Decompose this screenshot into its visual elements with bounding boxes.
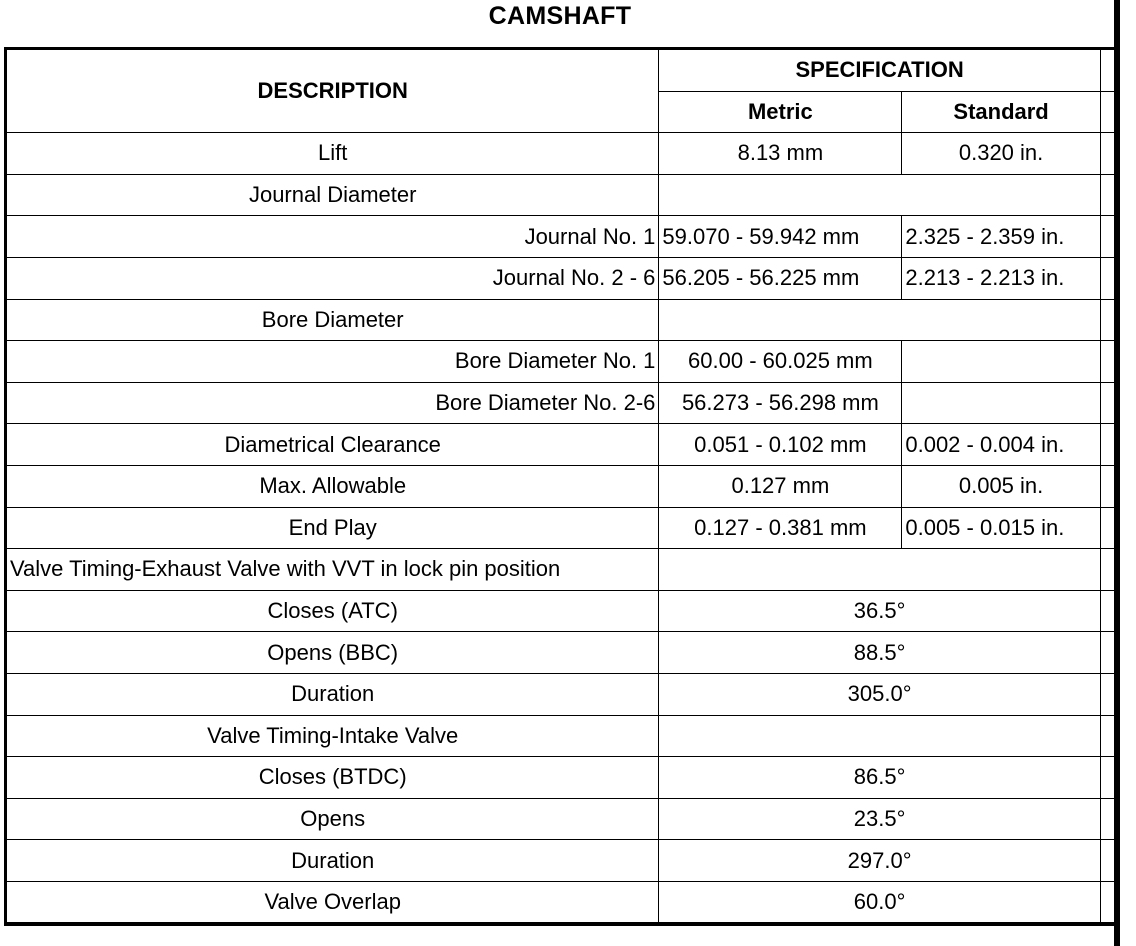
row-value: 297.0°	[659, 840, 1100, 882]
pad-cell	[1100, 798, 1116, 840]
row-standard: 0.005 in.	[902, 465, 1100, 507]
row-value: 305.0°	[659, 673, 1100, 715]
row-description: Valve Overlap	[7, 881, 659, 923]
row-metric: 56.205 - 56.225 mm	[659, 257, 902, 299]
header-standard: Standard	[902, 91, 1100, 133]
row-metric: 60.00 - 60.025 mm	[659, 341, 902, 383]
row-description: Diametrical Clearance	[7, 424, 659, 466]
row-value: 23.5°	[659, 798, 1100, 840]
row-metric: 59.070 - 59.942 mm	[659, 216, 902, 258]
row-description: Bore Diameter No. 2-6	[7, 382, 659, 424]
table-row	[7, 257, 1117, 299]
row-description: Bore Diameter No. 1	[7, 341, 659, 383]
row-description: Valve Timing-Intake Valve	[7, 715, 659, 757]
row-description: Journal No. 2 - 6	[7, 257, 659, 299]
table-row	[7, 133, 1117, 175]
header-specification: SPECIFICATION	[659, 50, 1100, 91]
pad-cell	[1100, 424, 1116, 466]
row-description: Duration	[7, 840, 659, 882]
row-standard: 0.320 in.	[902, 133, 1100, 175]
row-description: Duration	[7, 673, 659, 715]
pad-cell	[1100, 590, 1116, 632]
row-description: Journal Diameter	[7, 174, 659, 216]
row-metric: 56.273 - 56.298 mm	[659, 382, 902, 424]
row-standard: 0.002 - 0.004 in.	[902, 424, 1100, 466]
row-description: Journal No. 1	[7, 216, 659, 258]
table-row	[7, 798, 1117, 840]
row-description: End Play	[7, 507, 659, 549]
pad-cell	[1100, 881, 1116, 923]
header-row-1	[7, 50, 1117, 91]
row-metric: 0.051 - 0.102 mm	[659, 424, 902, 466]
table-row	[7, 216, 1117, 258]
row-metric: 0.127 - 0.381 mm	[659, 507, 902, 549]
pad-cell	[1100, 507, 1116, 549]
pad-cell	[1100, 757, 1116, 799]
row-description: Closes (BTDC)	[7, 757, 659, 799]
pad-cell	[1100, 382, 1116, 424]
table-row	[7, 341, 1117, 383]
row-standard	[902, 382, 1100, 424]
row-value: 60.0°	[659, 881, 1100, 923]
table-row	[7, 174, 1117, 216]
table-row	[7, 757, 1117, 799]
table-row	[7, 424, 1117, 466]
row-standard: 0.005 - 0.015 in.	[902, 507, 1100, 549]
row-description: Valve Timing-Exhaust Valve with VVT in lock pin position	[7, 549, 659, 591]
page-title: CAMSHAFT	[488, 2, 632, 30]
pad-cell	[1100, 715, 1116, 757]
row-description: Closes (ATC)	[7, 590, 659, 632]
table-row	[7, 465, 1117, 507]
pad-cell	[1100, 299, 1116, 341]
row-value-empty	[659, 299, 1100, 341]
pad-cell	[1100, 91, 1116, 133]
row-standard	[902, 341, 1100, 383]
table-row	[7, 715, 1117, 757]
pad-cell	[1100, 216, 1116, 258]
row-description: Lift	[7, 133, 659, 175]
pad-cell	[1100, 549, 1116, 591]
table-row	[7, 549, 1117, 591]
pad-cell	[1100, 840, 1116, 882]
row-value	[659, 715, 1100, 757]
pad-cell	[1100, 341, 1116, 383]
table-row	[7, 590, 1117, 632]
pad-cell	[1100, 257, 1116, 299]
spec-table-frame	[4, 47, 1114, 926]
header-description: DESCRIPTION	[7, 50, 659, 133]
row-value-empty	[659, 174, 1100, 216]
table-row	[7, 299, 1117, 341]
pad-cell	[1100, 50, 1116, 91]
row-standard: 2.213 - 2.213 in.	[902, 257, 1100, 299]
row-value	[659, 549, 1100, 591]
row-description: Opens (BBC)	[7, 632, 659, 674]
pad-cell	[1100, 465, 1116, 507]
pad-cell	[1100, 673, 1116, 715]
row-standard: 2.325 - 2.359 in.	[902, 216, 1100, 258]
pad-cell	[1100, 174, 1116, 216]
row-metric: 0.127 mm	[659, 465, 902, 507]
table-row	[7, 881, 1117, 923]
row-value: 36.5°	[659, 590, 1100, 632]
row-value: 88.5°	[659, 632, 1100, 674]
row-description: Max. Allowable	[7, 465, 659, 507]
table-row	[7, 382, 1117, 424]
table-row	[7, 840, 1117, 882]
row-description: Opens	[7, 798, 659, 840]
header-metric: Metric	[659, 91, 902, 133]
pad-cell	[1100, 632, 1116, 674]
table-row	[7, 507, 1117, 549]
table-row	[7, 673, 1117, 715]
table-row	[7, 632, 1117, 674]
row-description: Bore Diameter	[7, 299, 659, 341]
row-metric: 8.13 mm	[659, 133, 902, 175]
pad-cell	[1100, 133, 1116, 175]
spec-table	[7, 50, 1117, 923]
row-value: 86.5°	[659, 757, 1100, 799]
